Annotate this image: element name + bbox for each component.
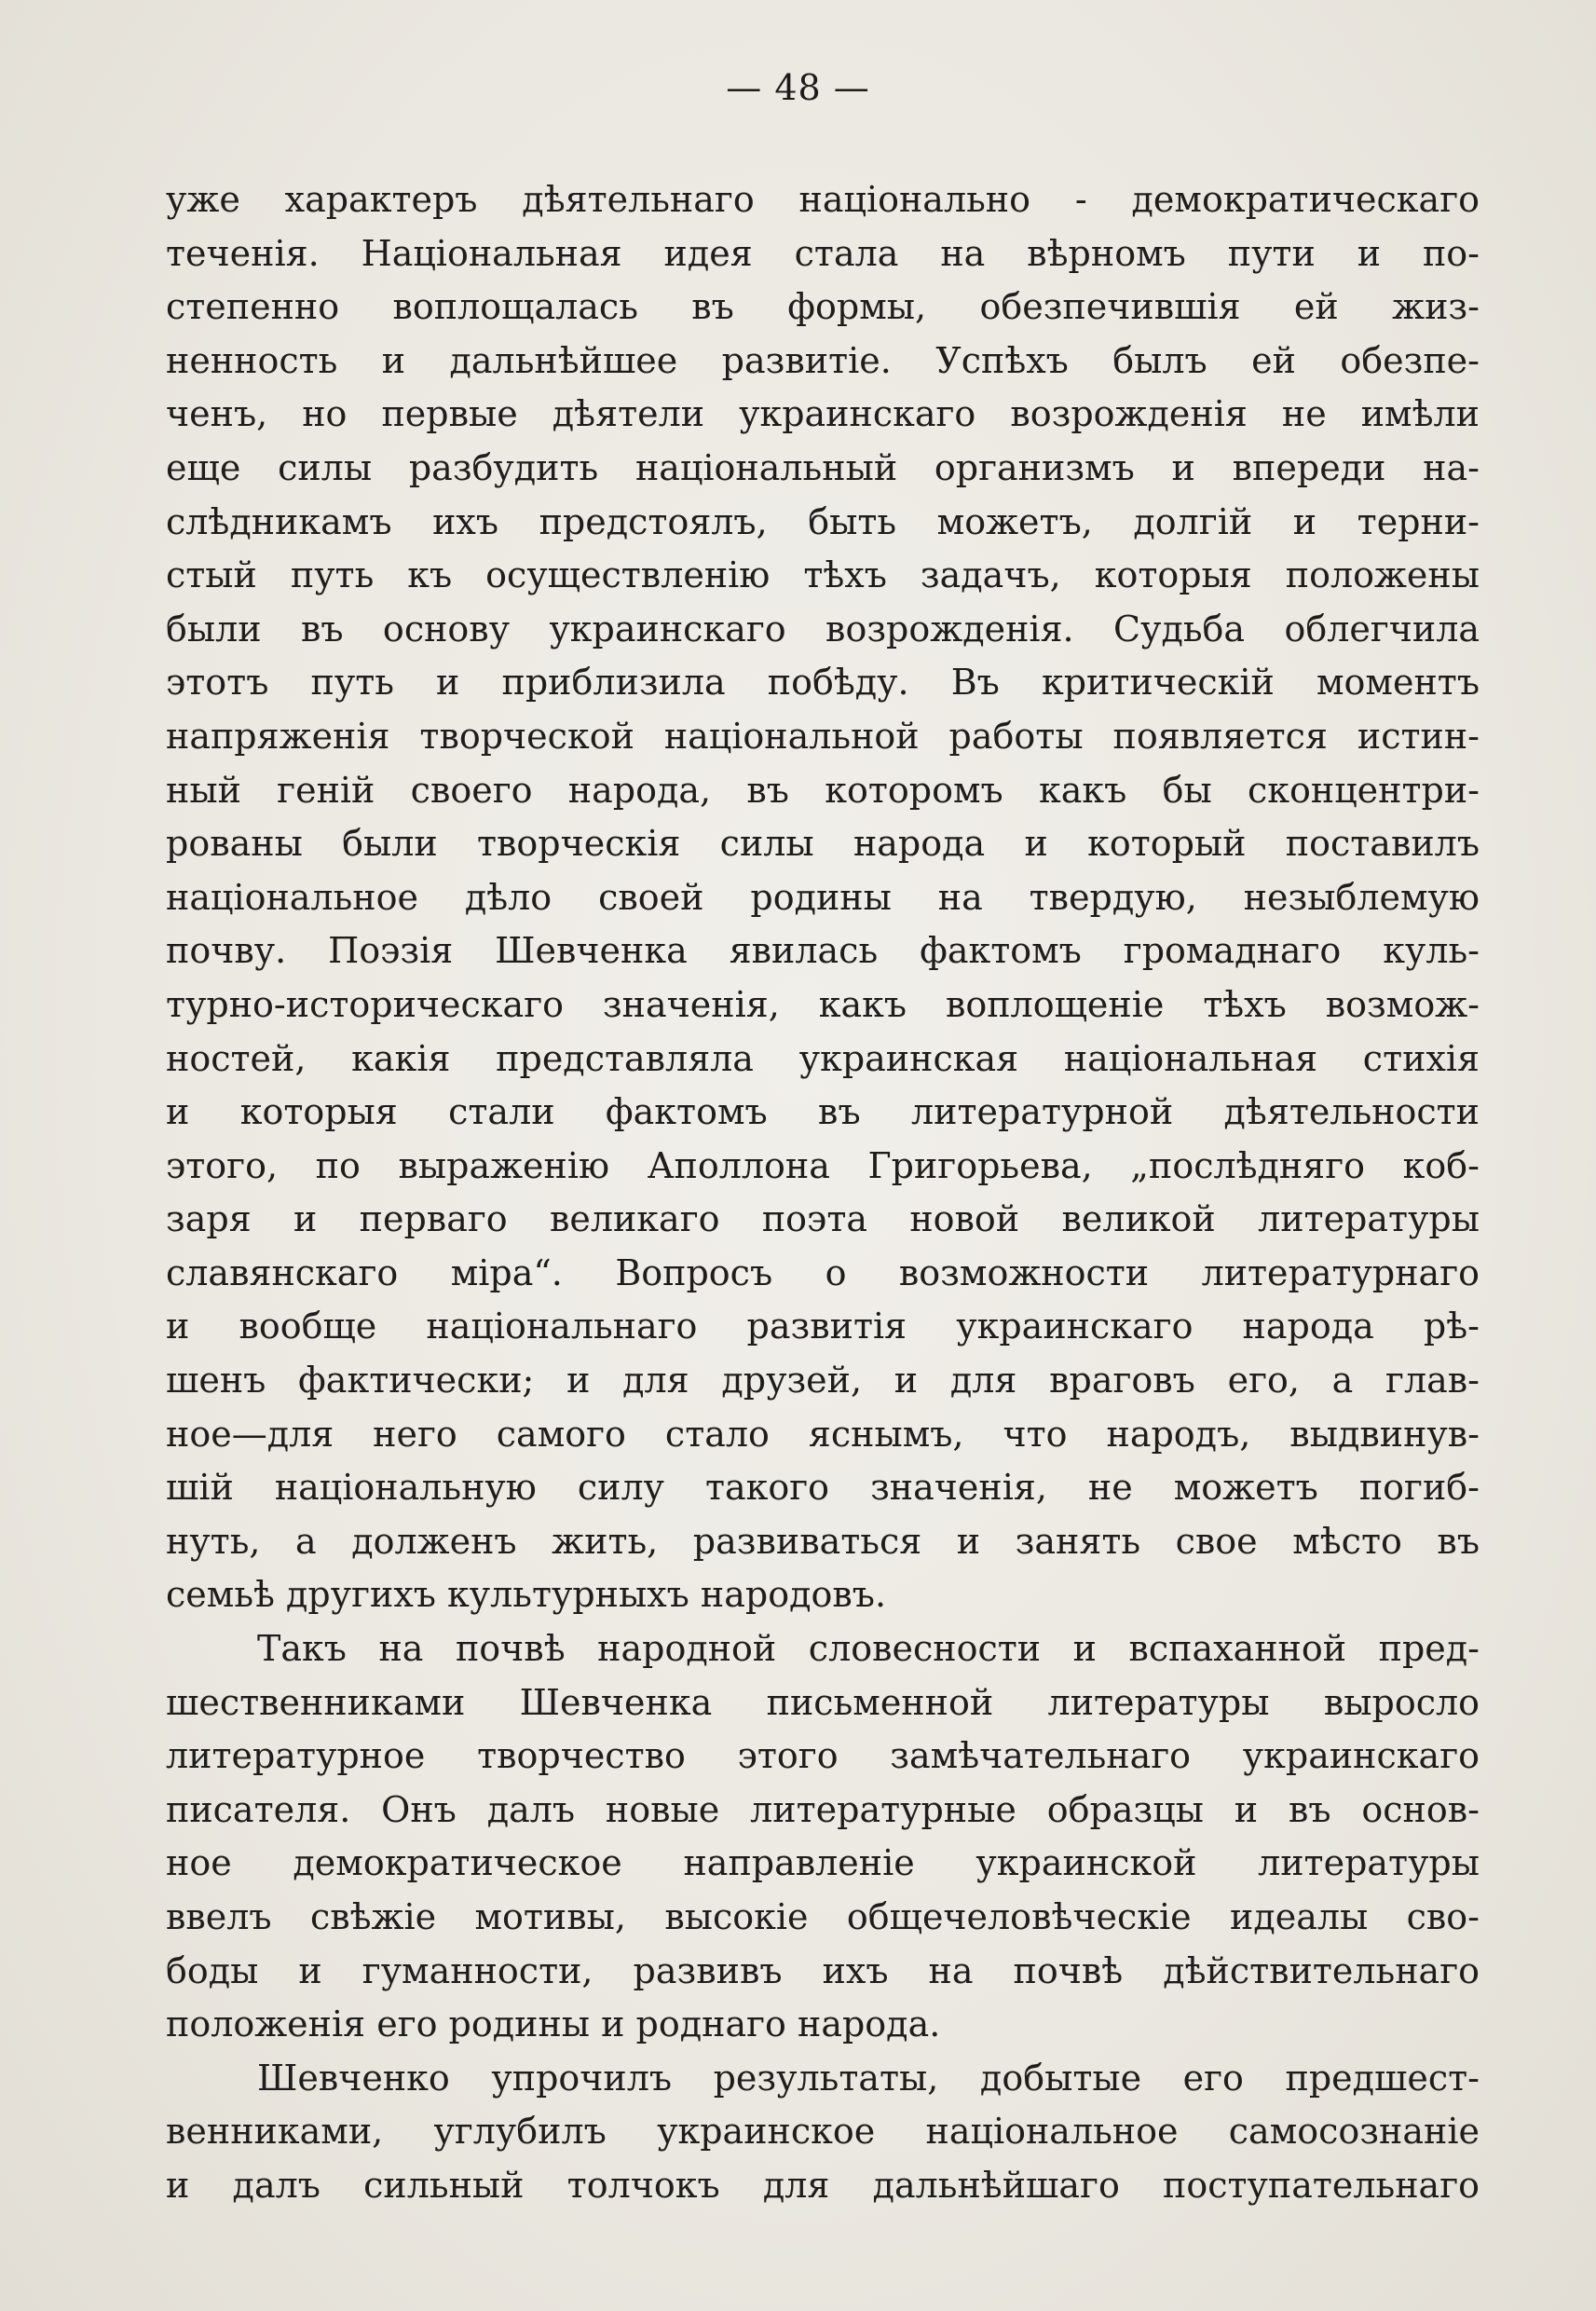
text-line: писателя. Онъ далъ новые литературные образцы и въ основ- bbox=[166, 1788, 1480, 1830]
text-line: ный геній своего народа, въ которомъ какъ бы сконцентри- bbox=[166, 769, 1480, 811]
text-line: и далъ сильный толчокъ для дальнѣйшаго поступательнаго bbox=[166, 2164, 1480, 2206]
text-line: шенъ фактически; и для друзей, и для враговъ его, а глав- bbox=[166, 1360, 1480, 1402]
text-line: ностей, какія представляла украинская національная стихія bbox=[166, 1037, 1480, 1079]
paragraph bbox=[166, 1622, 1480, 2052]
text-line: національное дѣло своей родины на твердую, незыблемую bbox=[166, 876, 1480, 918]
text-line: уже характеръ дѣятельнаго національно - демократическаго bbox=[166, 179, 1480, 220]
text-line: были въ основу украинскаго возрожденія. Судьба облегчила bbox=[166, 608, 1480, 650]
text-line: нуть, а долженъ жить, развиваться и занять свое мѣсто въ bbox=[166, 1520, 1480, 1562]
text-line: рованы были творческія силы народа и который поставилъ bbox=[166, 823, 1480, 865]
text-line: Шевченко упрочилъ результаты, добытые его предшест- bbox=[257, 2057, 1480, 2099]
text-line: положенія его родины и роднаго народа. bbox=[166, 2003, 941, 2045]
text-line: боды и гуманности, развивъ ихъ на почвѣ дѣйствительнаго bbox=[166, 1949, 1480, 1991]
text-line: этого, по выраженію Аполлона Григорьева, „послѣдняго коб- bbox=[166, 1144, 1480, 1186]
text-line: и вообще національнаго развитія украинскаго народа рѣ- bbox=[166, 1306, 1480, 1347]
text-line: ченъ, но первые дѣятели украинскаго возрожденія не имѣли bbox=[166, 393, 1480, 435]
page-number: — 48 — bbox=[726, 67, 870, 108]
text-line: ное—для него самого стало яснымъ, что народъ, выдвинув- bbox=[166, 1413, 1480, 1455]
text-line: еще силы разбудить національный организмъ и впереди на- bbox=[166, 446, 1480, 488]
paragraph bbox=[166, 173, 1480, 1622]
text-line: венниками, углубилъ украинское національное самосознаніе bbox=[166, 2111, 1480, 2153]
text-line: степенно воплощалась въ формы, обезпечившія ей жиз- bbox=[166, 286, 1480, 328]
text-line: славянскаго міра“. Вопросъ о возможности литературнаго bbox=[166, 1251, 1480, 1293]
text-line: ввелъ свѣжіе мотивы, высокіе общечеловѣческіе идеалы сво- bbox=[166, 1896, 1480, 1937]
text-line: семьѣ другихъ культурныхъ народовъ. bbox=[166, 1574, 887, 1616]
text-line: заря и перваго великаго поэта новой великой литературы bbox=[166, 1198, 1480, 1240]
paragraph bbox=[166, 2052, 1480, 2213]
text-line: ненность и дальнѣйшее развитіе. Успѣхъ былъ ей обезпе- bbox=[166, 339, 1480, 381]
text-line: Такъ на почвѣ народной словесности и вспаханной пред- bbox=[257, 1628, 1480, 1670]
text-line: шественниками Шевченка письменной литературы выросло bbox=[166, 1681, 1480, 1723]
text-line: шій національную силу такого значенія, не можетъ погиб- bbox=[166, 1467, 1480, 1509]
text-line: стый путь къ осуществленію тѣхъ задачъ, которыя положены bbox=[166, 554, 1480, 596]
text-line: напряженія творческой національной работы появляется истин- bbox=[166, 715, 1480, 757]
text-line: и которыя стали фактомъ въ литературной дѣятельности bbox=[166, 1091, 1480, 1133]
text-line: этотъ путь и приблизила побѣду. Въ критическій моментъ bbox=[166, 662, 1480, 704]
text-line: ное демократическое направленіе украинской литературы bbox=[166, 1842, 1480, 1884]
text-line: турно-историческаго значенія, какъ воплощеніе тѣхъ возмож- bbox=[166, 983, 1480, 1025]
text-line: почву. Поэзія Шевченка явилась фактомъ громаднаго куль- bbox=[166, 930, 1480, 972]
text-line: теченія. Національная идея стала на вѣрномъ пути и по- bbox=[166, 232, 1480, 274]
text-line: литературное творчество этого замѣчательнаго украинскаго bbox=[166, 1735, 1480, 1777]
body-text bbox=[166, 173, 1480, 2213]
text-line: слѣдникамъ ихъ предстоялъ, быть можетъ, долгій и терни- bbox=[166, 500, 1480, 542]
